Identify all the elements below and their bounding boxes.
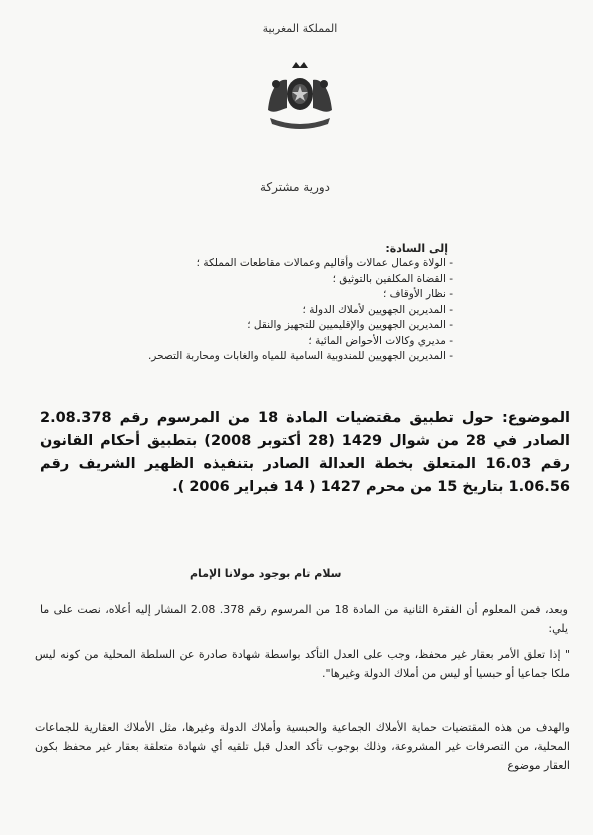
kingdom-header: المملكة المغربية — [262, 22, 338, 35]
quoted-paragraph: " إذا تعلق الأمر بعقار غير محفظ، وجب على العدل التأكد بواسطة شهادة صادرة عن السلطة المحلية من كونه ليس ملكا جماعيا أو حبسيا أو ليس من أملاك الدولة وغيرها". — [35, 648, 570, 680]
recipient-item: - نظار الأوقاف ؛ — [382, 288, 453, 300]
subject-paragraph: الموضوع: حول تطبيق مقتضيات المادة 18 من المرسوم رقم 2.08.378 الصادر في 28 من شوال 1429 (28 أكتوبر 2008) بتطبيق أحكام القانون رقم 16.03 المتعلق بخطة العدالة الصادر بتنفيذه الظهير الشريف رقم 1.06.56 بتاريخ 15 من محرم 1427 ( 14 فبراير 2006 ). — [40, 410, 570, 495]
recipients-intro: إلى السادة: — [385, 242, 448, 255]
recipient-item: - مديري وكالات الأحواض المائية ؛ — [308, 334, 453, 347]
coat-of-arms-icon — [262, 60, 338, 132]
body-paragraph: والهدف من هذه المقتضيات حماية الأملاك الجماعية والحبسية وأملاك الدولة وغيرها، مثل الأملاك العقارية للجماعات المحلية، من التصرفات غير المشروعة، وذلك بوجوب تأكد العدل قبل تلقيه أي شهادة متعلقة بعقار غير محفظ بكون العقار موضوع — [35, 721, 570, 772]
recipient-item: - المديرين الجهويين للمندوبية السامية للمياه والغابات ومحاربة التصحر. — [147, 350, 453, 362]
body-paragraph: وبعد، فمن المعلوم أن الفقرة الثانية من المادة 18 من المرسوم رقم 378. 2.08 المشار إليه أعلاه، نصت على ما يلي: — [40, 603, 568, 635]
recipient-item: - الولاة وعمال عمالات وأقاليم وعمالات مقاطعات المملكة ؛ — [196, 257, 453, 269]
recipient-item: - المديرين الجهويين لأملاك الدولة ؛ — [302, 303, 453, 316]
circular-title: دورية مشتركة — [259, 180, 331, 194]
recipient-item: - القضاة المكلفين بالتوثيق ؛ — [332, 272, 453, 285]
greeting: سلام تام بوجود مولانا الإمام — [190, 567, 342, 580]
recipient-item: - المديرين الجهويين والإقليميين للتجهيز والنقل ؛ — [247, 319, 453, 331]
recipients-list — [148, 256, 453, 365]
